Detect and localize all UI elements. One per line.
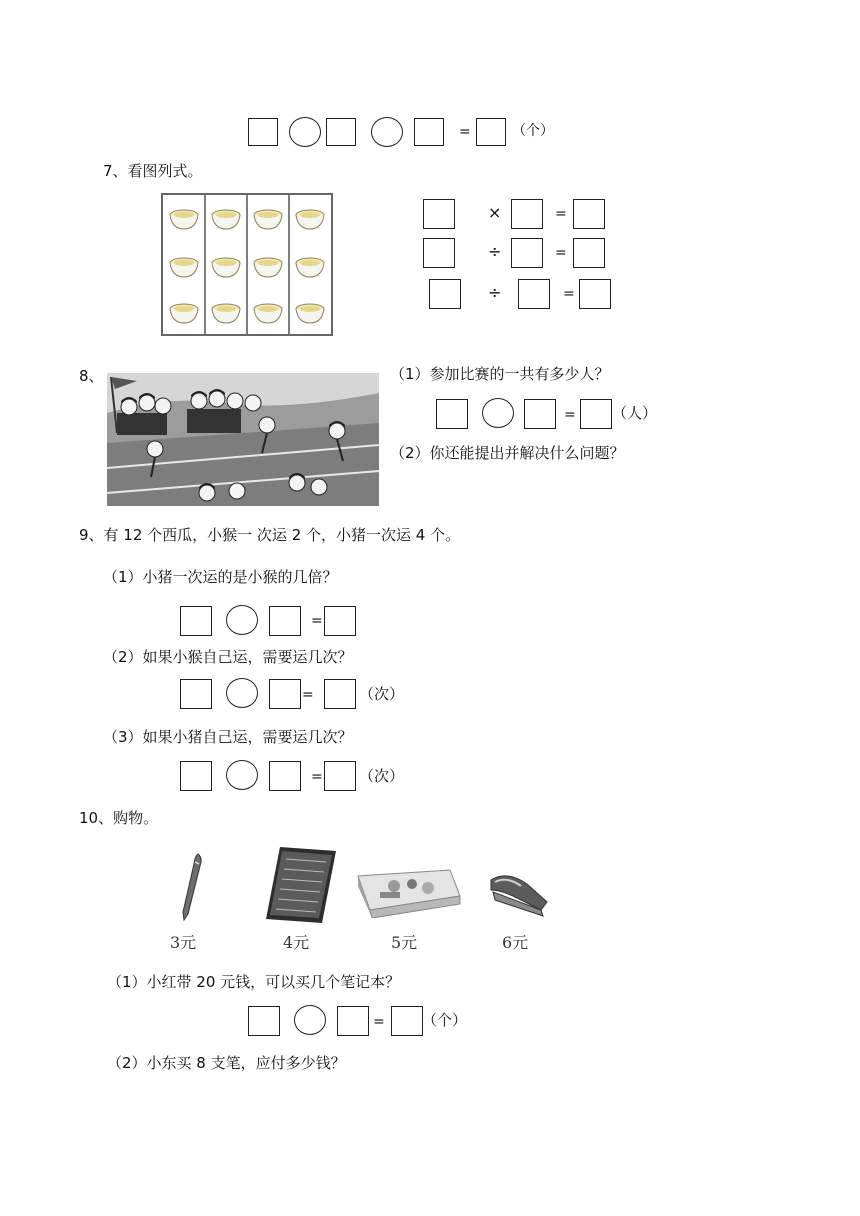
equals-sign: = [564, 407, 576, 423]
unit-label: （个） [512, 123, 554, 139]
question-9-part-1: （1）小猪一次运的是小猴的几倍？ [103, 568, 338, 586]
answer-box[interactable] [476, 118, 506, 146]
question-9-part-2: （2）如果小猴自己运，需要运几次？ [103, 648, 353, 666]
equals-sign: = [311, 769, 323, 785]
pencil-case-picture [354, 866, 462, 918]
answer-box[interactable] [518, 279, 550, 309]
unit-label: （次） [359, 767, 405, 785]
answer-box[interactable] [414, 118, 444, 146]
answer-box[interactable] [423, 199, 455, 229]
answer-box[interactable] [423, 238, 455, 268]
answer-box[interactable] [248, 118, 278, 146]
answer-box[interactable] [269, 679, 301, 709]
question-8-part-1: （1）参加比赛的一共有多少人？ [390, 365, 610, 383]
answer-box[interactable] [573, 238, 605, 268]
answer-box[interactable] [436, 399, 468, 429]
operator-circle[interactable] [289, 117, 321, 147]
notebook-icon [262, 845, 340, 925]
pencil-case-icon [354, 866, 462, 918]
operator-circle[interactable] [482, 398, 514, 428]
pencil-case-price: 5元 [391, 933, 418, 952]
divide-sign: ÷ [488, 242, 502, 261]
question-9-title: 9、有 12 个西瓜，小猴一 次运 2 个，小猪一次运 4 个。 [79, 526, 461, 544]
answer-box[interactable] [391, 1006, 423, 1036]
answer-box[interactable] [180, 761, 212, 791]
divide-sign: ÷ [488, 283, 502, 302]
question-10-part-1: （1）小红带 20 元钱，可以买几个笔记本？ [107, 973, 401, 991]
times-sign: × [488, 203, 502, 222]
equals-sign: = [373, 1014, 385, 1030]
answer-box[interactable] [579, 279, 611, 309]
question-9-part-3: （3）如果小猪自己运，需要运几次？ [103, 728, 353, 746]
answer-box[interactable] [324, 606, 356, 636]
race-picture [107, 373, 379, 506]
answer-box[interactable] [324, 761, 356, 791]
answer-box[interactable] [269, 606, 301, 636]
stapler-picture [487, 868, 551, 918]
pen-price: 3元 [170, 933, 197, 952]
answer-box[interactable] [524, 399, 556, 429]
equals-sign: = [563, 286, 575, 302]
unit-label: （个） [422, 1011, 468, 1029]
bowls-illustration [163, 195, 331, 334]
unit-label: （次） [359, 685, 405, 703]
answer-box[interactable] [269, 761, 301, 791]
question-8-part-2: （2）你还能提出并解决什么问题？ [390, 444, 625, 462]
answer-box[interactable] [429, 279, 461, 309]
question-10-title: 10、购物。 [79, 809, 159, 827]
answer-box[interactable] [324, 679, 356, 709]
answer-box[interactable] [573, 199, 605, 229]
bowls-picture [161, 193, 333, 336]
answer-box[interactable] [580, 399, 612, 429]
notebook-price: 4元 [283, 933, 310, 952]
question-7-title: 7、看图列式。 [103, 162, 203, 180]
operator-circle[interactable] [226, 605, 258, 635]
answer-box[interactable] [511, 238, 543, 268]
equals-sign: = [555, 245, 567, 261]
unit-label: （人） [612, 404, 658, 422]
answer-box[interactable] [180, 679, 212, 709]
race-illustration [107, 373, 379, 506]
operator-circle[interactable] [226, 760, 258, 790]
stapler-price: 6元 [502, 933, 529, 952]
answer-box[interactable] [248, 1006, 280, 1036]
equals-sign: = [302, 687, 314, 703]
answer-box[interactable] [511, 199, 543, 229]
question-8-number: 8、 [79, 367, 104, 385]
question-10-part-2: （2）小东买 8 支笔，应付多少钱？ [107, 1054, 346, 1072]
equals-sign: = [311, 613, 323, 629]
answer-box[interactable] [180, 606, 212, 636]
operator-circle[interactable] [294, 1005, 326, 1035]
equals-sign: = [459, 124, 471, 140]
stapler-icon [487, 868, 551, 918]
operator-circle[interactable] [226, 678, 258, 708]
answer-box[interactable] [326, 118, 356, 146]
pen-icon [176, 852, 206, 924]
operator-circle[interactable] [371, 117, 403, 147]
pen-picture [176, 852, 206, 924]
notebook-picture [262, 845, 340, 925]
answer-box[interactable] [337, 1006, 369, 1036]
equals-sign: = [555, 206, 567, 222]
